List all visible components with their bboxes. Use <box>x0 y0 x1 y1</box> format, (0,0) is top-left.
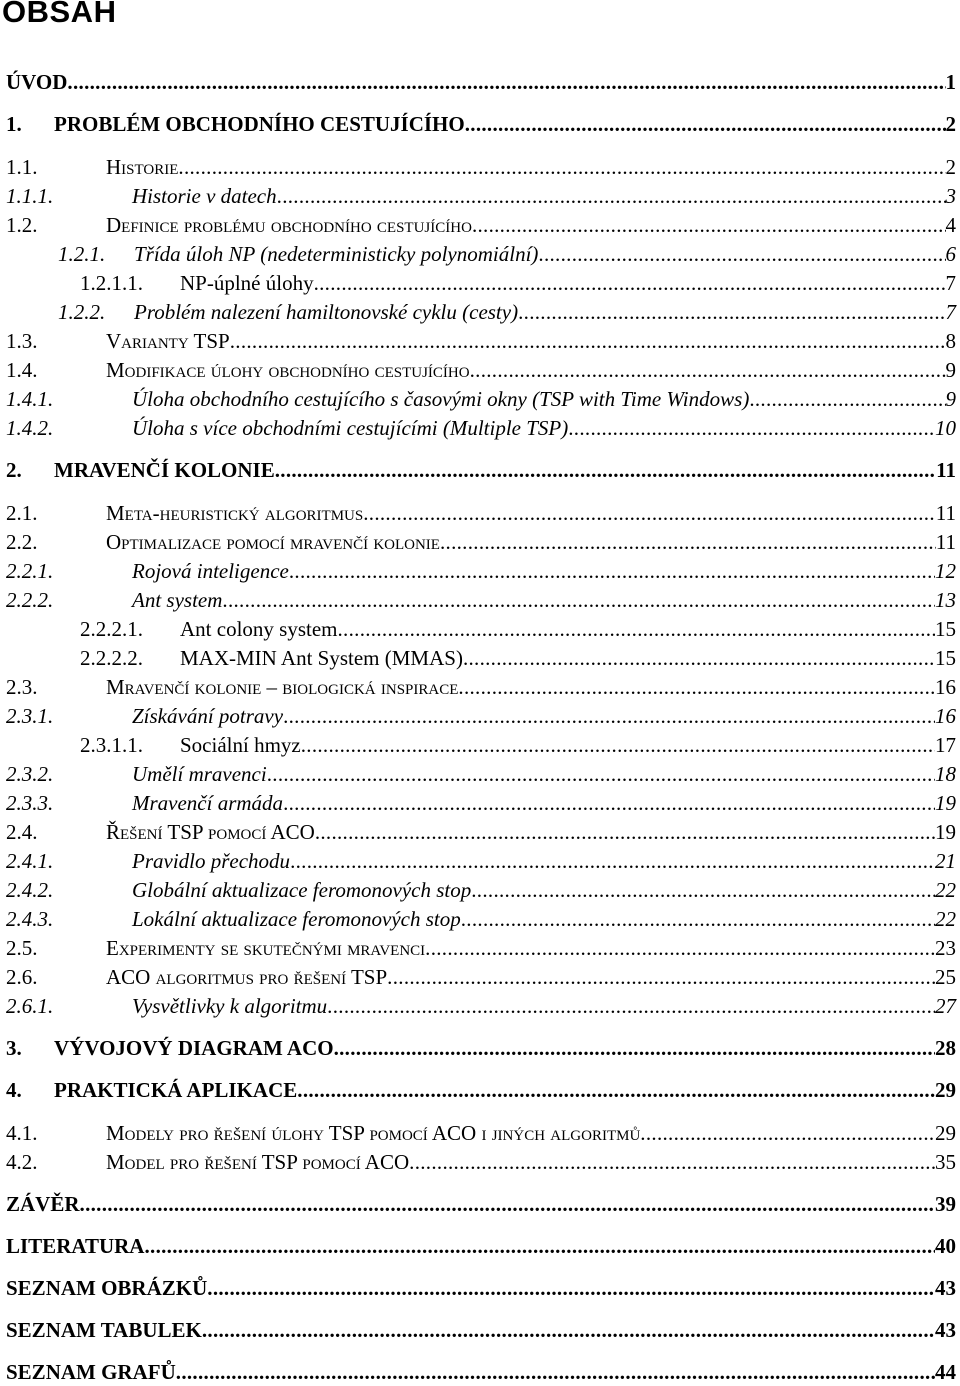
toc-leader-dots <box>471 878 935 902</box>
toc-entry-number: 4.1. <box>6 1121 38 1145</box>
toc-leader-dots <box>387 965 935 989</box>
toc-entry[interactable] <box>6 1314 956 1342</box>
toc-leader-dots <box>176 1360 935 1384</box>
toc-entry-title: Historie <box>106 155 179 179</box>
toc-entry-page: 40 <box>935 1234 956 1258</box>
toc-leader-dots <box>289 559 935 583</box>
toc-entry[interactable] <box>80 729 956 757</box>
toc-entry-title: Problém nalezení hamiltonovské cyklu (cesty) <box>134 300 519 324</box>
toc-entry-number: 2.3. <box>6 675 38 699</box>
toc-leader-dots <box>458 675 935 699</box>
toc-entry-number: 2.4.2. <box>6 878 54 902</box>
toc-entry-title: Globální aktualizace feromonových stop <box>132 878 472 902</box>
toc-entry-title: ÚVOD <box>6 70 68 94</box>
toc-leader-dots <box>67 70 945 94</box>
toc-entry-title: Úloha obchodního cestujícího s časovými okny (TSP with Time Windows) <box>132 387 750 411</box>
toc-entry-number: 2.2.1. <box>6 559 54 583</box>
toc-entry[interactable] <box>6 1188 956 1216</box>
toc-entry[interactable] <box>6 497 956 525</box>
toc-leader-dots <box>222 588 935 612</box>
toc-entry-page: 35 <box>935 1150 956 1174</box>
toc-entry-number: 1.2.2. <box>58 300 106 324</box>
toc-leader-dots <box>463 646 935 670</box>
toc-entry-number: 1.3. <box>6 329 38 353</box>
toc-entry-page: 7 <box>945 300 956 324</box>
toc-entry-number: 2.3.1.1. <box>80 733 143 757</box>
toc-leader-dots <box>277 184 946 208</box>
toc-entry[interactable] <box>6 903 956 931</box>
toc-entry-title: Sociální hmyz <box>180 733 301 757</box>
toc-entry-title: PRAKTICKÁ APLIKACE <box>54 1078 298 1102</box>
toc-leader-dots <box>538 242 945 266</box>
toc-entry-title: Historie v datech <box>132 184 277 208</box>
toc-leader-dots <box>315 820 935 844</box>
toc-entry-number: 2.5. <box>6 936 38 960</box>
toc-entry[interactable] <box>6 845 956 873</box>
toc-entry-page: 1 <box>945 70 956 94</box>
toc-entry-title: SEZNAM TABULEK <box>6 1318 202 1342</box>
toc-leader-dots <box>749 387 945 411</box>
toc-entry-number: 1.1. <box>6 155 38 179</box>
toc-entry-page: 9 <box>945 358 956 382</box>
toc-entry-number: 2.4.1. <box>6 849 54 873</box>
toc-entry-title: LITERATURA <box>6 1234 145 1258</box>
toc-entry-number: 2.2.2. <box>6 588 54 612</box>
toc-entry-title: SEZNAM GRAFŮ <box>6 1360 176 1384</box>
toc-entry-page: 29 <box>935 1078 956 1102</box>
toc-entry-number: 1.2. <box>6 213 38 237</box>
toc-entry-number: 2.4. <box>6 820 38 844</box>
toc-entry[interactable] <box>6 1032 956 1060</box>
toc-entry[interactable] <box>6 787 956 815</box>
toc-leader-dots <box>144 1234 935 1258</box>
toc-entry-title: Optimalizace pomocí mravenčí kolonie <box>106 530 440 554</box>
toc-entry-page: 15 <box>935 646 956 670</box>
toc-entry-title: Varianty TSP <box>106 329 230 353</box>
toc-entry-page: 25 <box>935 965 956 989</box>
toc-entry-number: 1.2.1.1. <box>80 271 143 295</box>
toc-entry[interactable] <box>6 1272 956 1300</box>
toc-entry-title: Meta-heuristický algoritmus <box>106 501 364 525</box>
toc-entry[interactable] <box>6 180 956 208</box>
toc-entry-page: 23 <box>935 936 956 960</box>
toc-entry-page: 10 <box>935 416 956 440</box>
toc-entry-page: 19 <box>935 791 956 815</box>
toc-entry-number: 2.6. <box>6 965 38 989</box>
toc-leader-dots <box>267 762 935 786</box>
toc-entry[interactable] <box>6 1230 956 1258</box>
toc-entry-title: Ant system <box>132 588 223 612</box>
toc-entry[interactable] <box>6 990 956 1018</box>
toc-leader-dots <box>290 849 935 873</box>
toc-leader-dots <box>440 530 936 554</box>
toc-entry-number: 1.4.2. <box>6 416 54 440</box>
toc-entry-page: 9 <box>945 387 956 411</box>
toc-entry-number: 4. <box>6 1078 22 1102</box>
toc-entry-number: 2.1. <box>6 501 38 525</box>
toc-entry-title: Mravenčí kolonie – biologická inspirace <box>106 675 459 699</box>
toc-entry[interactable] <box>6 1117 956 1145</box>
toc-leader-dots <box>283 704 935 728</box>
toc-entry-page: 2 <box>945 112 956 136</box>
toc-entry-page: 16 <box>935 704 956 728</box>
toc-entry[interactable] <box>6 526 956 554</box>
toc-entry-page: 29 <box>935 1121 956 1145</box>
toc-entry-page: 18 <box>935 762 956 786</box>
toc-entry-title: Experimenty se skutečnými mravenci <box>106 936 426 960</box>
toc-entry-number: 2.2.2.1. <box>80 617 143 641</box>
toc-entry[interactable] <box>6 816 956 844</box>
toc-entry-title: Třída úloh NP (nedeterministicky polynomiální) <box>134 242 539 266</box>
toc-leader-dots <box>202 1318 935 1342</box>
toc-entry-number: 2.4.3. <box>6 907 54 931</box>
toc-entry-number: 2.3.3. <box>6 791 54 815</box>
toc-entry[interactable] <box>6 1356 956 1384</box>
toc-entry-page: 11 <box>936 458 956 482</box>
toc-entry-title: Definice problému obchodního cestujícího <box>106 213 472 237</box>
toc-entry[interactable] <box>80 267 956 295</box>
toc-entry[interactable] <box>6 555 956 583</box>
toc-entry-number: 4.2. <box>6 1150 38 1174</box>
toc-leader-dots <box>207 1276 935 1300</box>
toc-entry-title: Modifikace úlohy obchodního cestujícího <box>106 358 470 382</box>
toc-entry-page: 22 <box>935 907 956 931</box>
toc-leader-dots <box>568 416 935 440</box>
toc-entry-number: 1.4. <box>6 358 38 382</box>
toc-entry-page: 21 <box>935 849 956 873</box>
toc-entry-page: 2 <box>945 155 956 179</box>
toc-entry-title: ACO algoritmus pro řešení TSP <box>106 965 388 989</box>
toc-entry[interactable] <box>58 296 956 324</box>
toc-leader-dots <box>470 358 946 382</box>
toc-entry-number: 1.1.1. <box>6 184 54 208</box>
toc-entry[interactable] <box>6 151 956 179</box>
toc-leader-dots <box>178 155 945 179</box>
toc-entry-title: Úloha s více obchodními cestujícími (Multiple TSP) <box>132 416 569 440</box>
toc-entry[interactable] <box>6 108 956 136</box>
toc-entry-page: 8 <box>945 329 956 353</box>
toc-entry[interactable] <box>6 209 956 237</box>
toc-entry-page: 3 <box>945 184 956 208</box>
toc-entry-page: 39 <box>935 1192 956 1216</box>
toc-entry[interactable] <box>6 671 956 699</box>
toc-entry-title: Mravenčí armáda <box>132 791 284 815</box>
toc-entry-title: Lokální aktualizace feromonových stop <box>132 907 461 931</box>
toc-entry-page: 12 <box>935 559 956 583</box>
toc-entry-title: MRAVENČÍ KOLONIE <box>54 458 275 482</box>
toc-leader-dots <box>301 733 935 757</box>
toc-entry-title: Řešení TSP pomocí ACO <box>106 820 315 844</box>
toc-entry-page: 4 <box>945 213 956 237</box>
toc-leader-dots <box>425 936 935 960</box>
toc-entry-title: Získávání potravy <box>132 704 284 728</box>
toc-entry[interactable] <box>6 700 956 728</box>
toc-entry-page: 11 <box>935 530 956 554</box>
toc-entry-number: 2.2. <box>6 530 38 554</box>
toc-entry[interactable] <box>6 758 956 786</box>
toc-entry[interactable] <box>6 325 956 353</box>
toc-entry-title: Umělí mravenci <box>132 762 267 786</box>
toc-leader-dots <box>230 329 946 353</box>
toc-entry[interactable] <box>6 961 956 989</box>
toc-entry[interactable] <box>80 642 956 670</box>
toc-leader-dots <box>275 458 936 482</box>
toc-leader-dots <box>334 1036 935 1060</box>
toc-entry[interactable] <box>6 932 956 960</box>
toc-entry-page: 43 <box>935 1318 956 1342</box>
toc-entry-title: Model pro řešení TSP pomocí ACO <box>106 1150 410 1174</box>
toc-leader-dots <box>461 907 935 931</box>
toc-entry-title: Rojová inteligence <box>132 559 289 583</box>
toc-entry-number: 2.2.2.2. <box>80 646 143 670</box>
toc-entry[interactable] <box>6 1074 956 1102</box>
toc-entry[interactable] <box>6 412 956 440</box>
toc-entry-number: 2.3.2. <box>6 762 54 786</box>
toc-entry-title: VÝVOJOVÝ DIAGRAM ACO <box>54 1036 334 1060</box>
toc-entry-title: Pravidlo přechodu <box>132 849 291 873</box>
toc-entry[interactable] <box>6 1146 956 1174</box>
toc-leader-dots <box>465 112 946 136</box>
toc-entry[interactable] <box>6 454 956 482</box>
toc-entry-page: 27 <box>935 994 956 1018</box>
toc-entry-page: 13 <box>935 588 956 612</box>
toc-entry-page: 16 <box>935 675 956 699</box>
toc-entry-number: 2. <box>6 458 22 482</box>
toc-leader-dots <box>363 501 936 525</box>
toc-entry[interactable] <box>58 238 956 266</box>
toc-entry-number: 2.6.1. <box>6 994 54 1018</box>
toc-entry-page: 11 <box>935 501 956 525</box>
toc-leader-dots <box>338 617 936 641</box>
toc-leader-dots <box>472 213 946 237</box>
toc-leader-dots <box>640 1121 935 1145</box>
toc-entry-page: 44 <box>935 1360 956 1384</box>
page-title: OBSAH <box>2 0 117 29</box>
toc-entry-title: ZÁVĚR <box>6 1192 80 1216</box>
toc-entry-number: 1. <box>6 112 22 136</box>
toc-entry-title: NP-úplné úlohy <box>180 271 314 295</box>
toc-entry[interactable] <box>6 874 956 902</box>
toc-entry-page: 22 <box>935 878 956 902</box>
toc-entry-title: Ant colony system <box>180 617 338 641</box>
toc-entry-title: Modely pro řešení úlohy TSP pomocí ACO i jiných algoritmů <box>106 1121 641 1145</box>
toc-entry-page: 19 <box>935 820 956 844</box>
toc-leader-dots <box>297 1078 935 1102</box>
toc-leader-dots <box>314 271 946 295</box>
toc-entry-title: SEZNAM OBRÁZKŮ <box>6 1276 208 1300</box>
toc-entry[interactable] <box>6 584 956 612</box>
toc-entry-title: PROBLÉM OBCHODNÍHO CESTUJÍCÍHO <box>54 112 465 136</box>
toc-entry-page: 43 <box>935 1276 956 1300</box>
toc-leader-dots <box>283 791 935 815</box>
toc-entry[interactable] <box>80 613 956 641</box>
toc-entry[interactable] <box>6 383 956 411</box>
toc-entry[interactable] <box>6 66 956 94</box>
toc-entry-page: 17 <box>935 733 956 757</box>
toc-entry-page: 6 <box>945 242 956 266</box>
toc-entry-title: Vysvětlivky k algoritmu <box>132 994 328 1018</box>
toc-leader-dots <box>327 994 935 1018</box>
toc-entry-number: 1.2.1. <box>58 242 106 266</box>
toc-entry-title: MAX-MIN Ant System (MMAS) <box>180 646 463 670</box>
toc-entry[interactable] <box>6 354 956 382</box>
toc-entry-page: 28 <box>935 1036 956 1060</box>
toc-entry-number: 2.3.1. <box>6 704 54 728</box>
toc-entry-number: 1.4.1. <box>6 387 54 411</box>
toc-leader-dots <box>518 300 945 324</box>
toc-entry-page: 7 <box>945 271 956 295</box>
toc-entry-page: 15 <box>935 617 956 641</box>
toc-leader-dots <box>409 1150 935 1174</box>
toc-entry-number: 3. <box>6 1036 22 1060</box>
toc-leader-dots <box>80 1192 935 1216</box>
